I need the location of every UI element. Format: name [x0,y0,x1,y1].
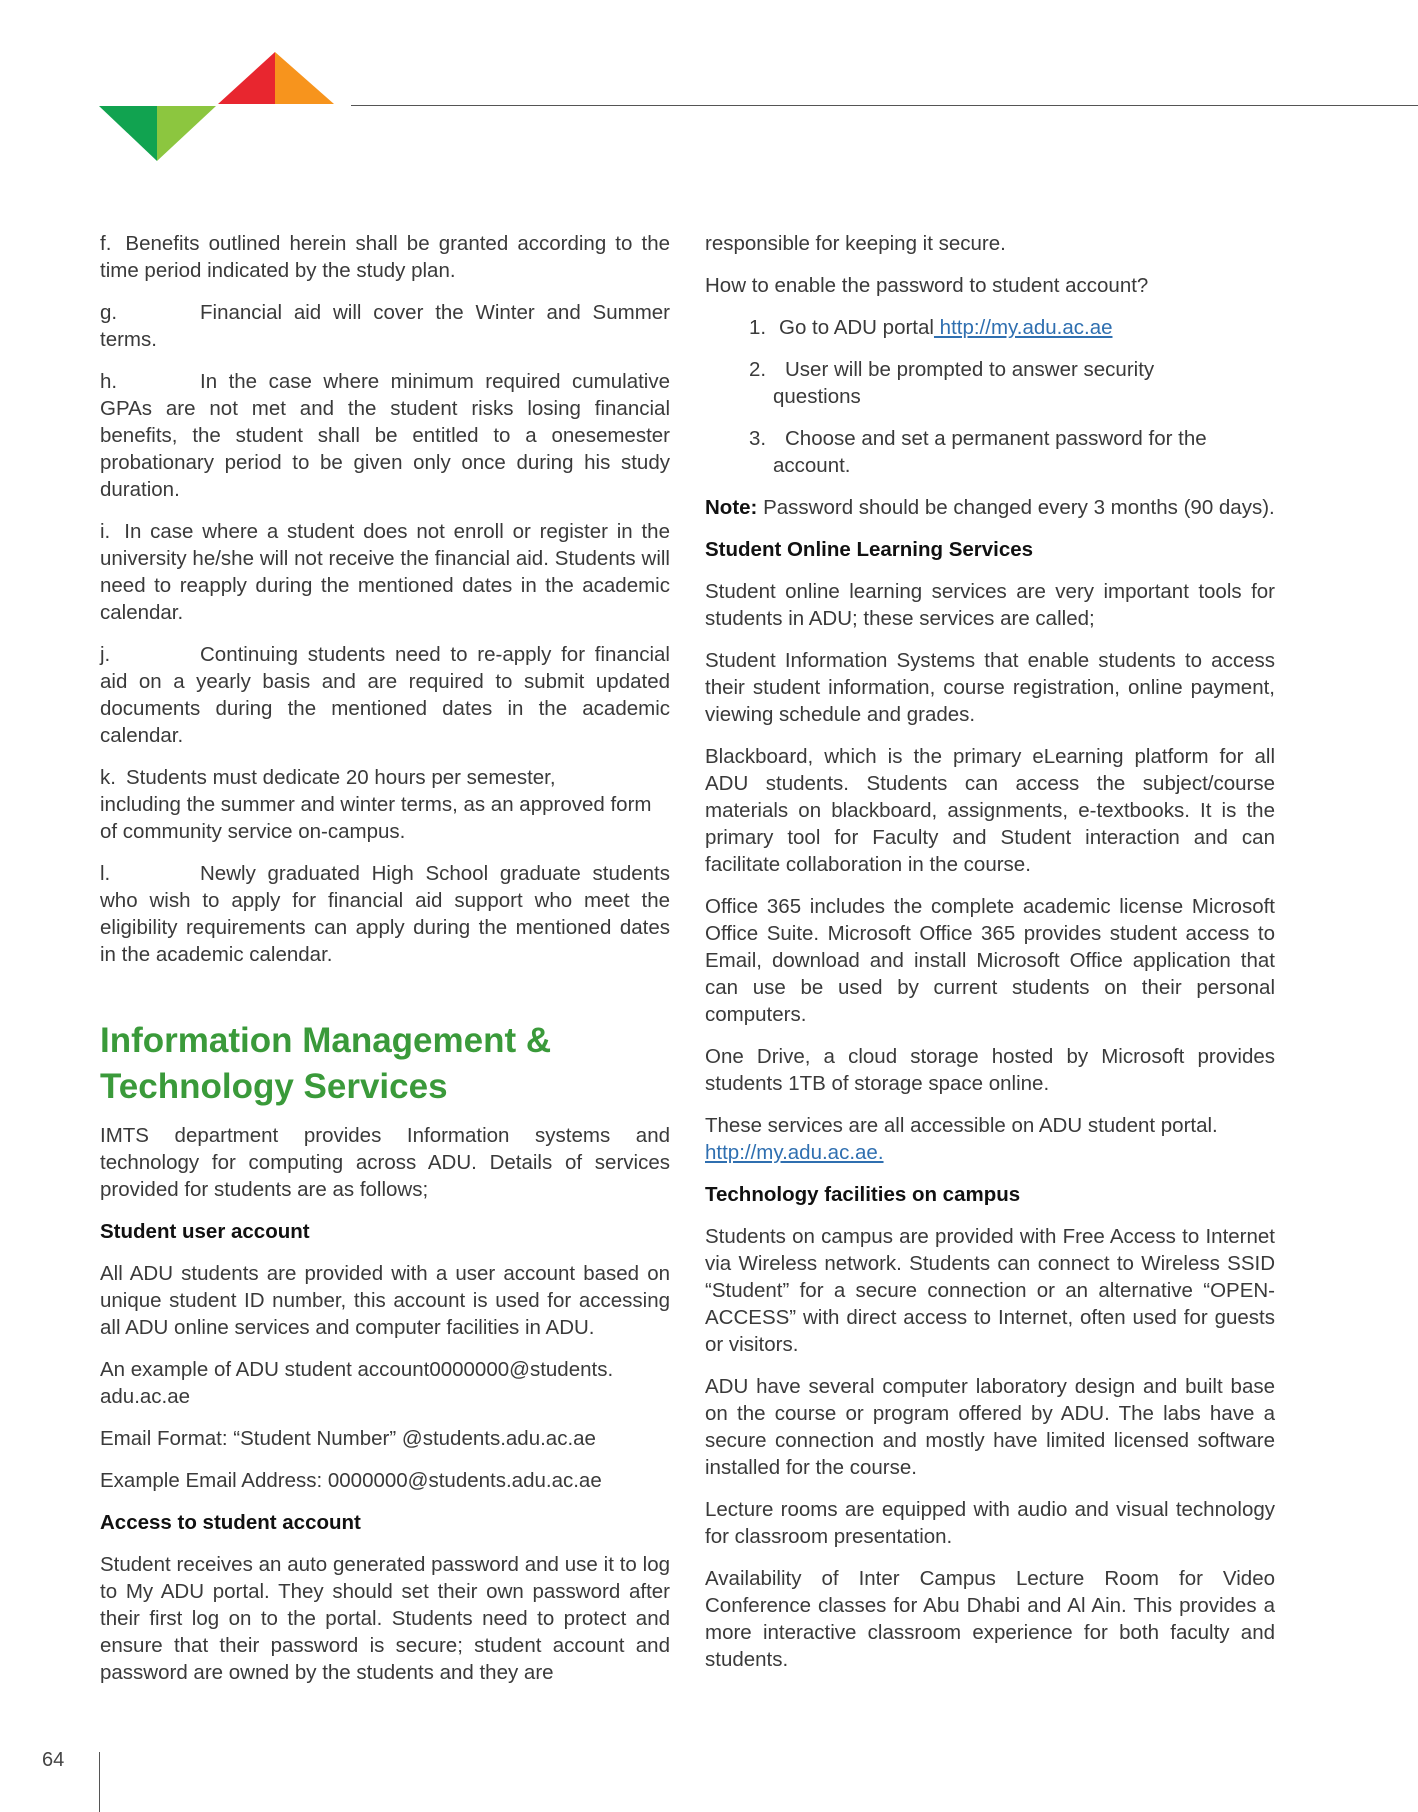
portal-text: These services are all accessible on ADU student portal. http://my.adu.ac.ae. [705,1114,1218,1164]
item-i: i. In case where a student does not enroll or register in the university he/she will not receive the financial aid. Students will need to reapply during the mentioned dates in the academic calendar. [100,520,670,624]
onedrive-text: One Drive, a cloud storage hosted by Microsoft provides students 1TB of storage space online. [705,1045,1275,1095]
section-title: Information Management & Technology Services [100,1021,552,1106]
online-learning-heading: Student Online Learning Services [705,538,1034,561]
left-column [100,230,670,1701]
enable-question: How to enable the password to student account? [705,274,1149,297]
logo-red-triangle [218,52,275,104]
logo-orange-triangle [275,52,334,104]
facilities-heading: Technology facilities on campus [705,1183,1021,1206]
item-l: l. Newly graduated High School graduate students who wish to apply for financial aid support who meet the eligibility requirements can apply during the mentioned dates in the academic calendar. [100,862,670,966]
right-column [705,230,1275,1688]
item-h: h. In the case where minimum required cumulative GPAs are not met and the student risks losing financial benefits, the student shall be entitled to a onesemester probationary period to be given only once during his study duration. [100,370,670,501]
step-1: 1. Go to ADU portal http://my.adu.ac.ae [749,316,1113,339]
user-account-heading: Student user account [100,1220,310,1243]
access-text-continued: responsible for keeping it secure. [705,232,1006,255]
steps-list [705,314,1275,479]
email-format: Email Format: “Student Number” @students.adu.ac.ae [100,1427,596,1450]
labs-text: ADU have several computer laboratory design and built base on the course or program offered by ADU. The labs have a secure connection and mostly have limited licensed software installed for the course. [705,1375,1275,1479]
portal-link-2[interactable]: http://my.adu.ac.ae. [705,1141,884,1164]
password-note: Note: Password should be changed every 3 months (90 days). [705,496,1275,519]
adu-logo [0,0,340,170]
item-j: j. Continuing students need to re-apply for financial aid on a yearly basis and are required to submit updated documents during the mentioned dates in the academic calendar. [100,643,670,747]
blackboard-text: Blackboard, which is the primary eLearning platform for all ADU students. Students can access the subject/course materials on blackboard, assignments, e-textbooks. It is the primary tool for Faculty and Student interaction and can facilitate collaboration in the course. [705,745,1275,876]
lecture-rooms-text: Lecture rooms are equipped with audio and visual technology for classroom presentation. [705,1498,1275,1548]
item-g: g. Financial aid will cover the Winter and Summer terms. [100,301,670,351]
wireless-text: Students on campus are provided with Free Access to Internet via Wireless network. Students can connect to Wireless SSID “Student” for a secure connection or an alternative “OPEN-ACCESS” with direct access to Internet, often used for guests or visitors. [705,1225,1275,1356]
imts-intro: IMTS department provides Information systems and technology for computing across ADU. Details of services provided for students are as follows; [100,1124,670,1201]
step-2: 2. User will be prompted to answer security questions [749,358,1155,408]
access-heading: Access to student account [100,1511,361,1534]
logo-lime-triangle [157,106,216,161]
access-text: Student receives an auto generated password and use it to log to My ADU portal. They should set their own password after their first log on to the portal. Students need to protect and ensure that their password is secure; student account and password are owned by the students and they are [100,1553,670,1684]
online-intro: Student online learning services are very important tools for students in ADU; these services are called; [705,580,1275,630]
footer-rule [99,1752,100,1812]
page-number: 64 [42,1749,65,1771]
video-conference-text: Availability of Inter Campus Lecture Room for Video Conference classes for Abu Dhabi and Al Ain. This provides a more interactive classroom experience for both faculty and students. [705,1567,1275,1671]
sis-text: Student Information Systems that enable students to access their student information, course registration, online payment, viewing schedule and grades. [705,649,1275,726]
example-account: An example of ADU student account0000000@students. adu.ac.ae [100,1358,614,1408]
item-f: f. Benefits outlined herein shall be granted according to the time period indicated by the study plan. [100,232,670,282]
step-3: 3. Choose and set a permanent password for the account. [749,427,1207,477]
portal-link[interactable]: http://my.adu.ac.ae [933,316,1113,339]
item-k: k. Students must dedicate 20 hours per semester, including the summer and winter terms, as an approved form of community service on-campus. [100,766,652,843]
header-rule [351,105,1418,106]
office365-text: Office 365 includes the complete academic license Microsoft Office Suite. Microsoft Office 365 provides student access to Email, download and install Microsoft Office application that can use be used by current students on their personal computers. [705,895,1275,1026]
user-account-text: All ADU students are provided with a user account based on unique student ID number, this account is used for accessing all ADU online services and computer facilities in ADU. [100,1262,670,1339]
example-email: Example Email Address: 0000000@students.adu.ac.ae [100,1469,602,1492]
logo-green-triangle [99,106,157,161]
